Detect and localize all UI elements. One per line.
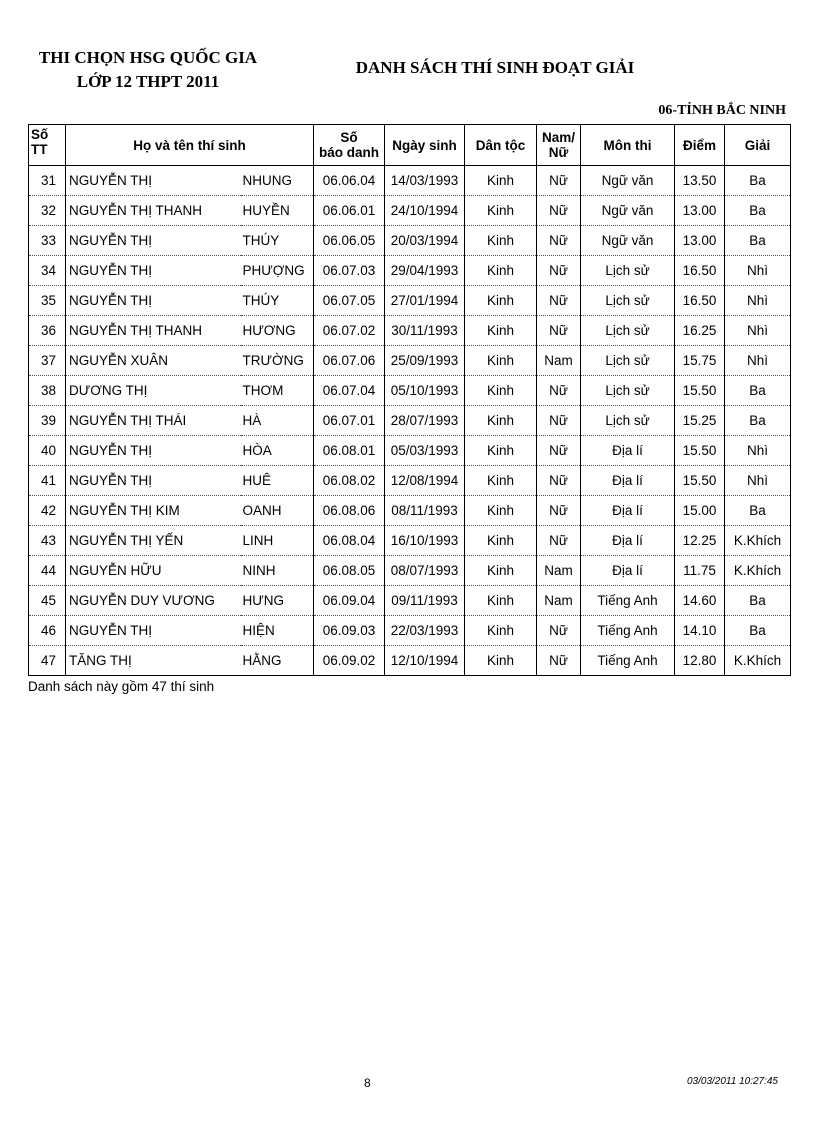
- cell-subject: Ngữ văn: [581, 226, 675, 256]
- cell-dob: 25/09/1993: [385, 346, 465, 376]
- total-note: Danh sách này gồm 47 thí sinh: [28, 679, 215, 694]
- cell-ethnic: Kinh: [465, 556, 537, 586]
- cell-ethnic: Kinh: [465, 406, 537, 436]
- cell-score: 15.50: [675, 466, 725, 496]
- cell-score: 16.25: [675, 316, 725, 346]
- cell-dob: 30/11/1993: [385, 316, 465, 346]
- cell-gender: Nữ: [537, 646, 581, 676]
- cell-gender: Nữ: [537, 526, 581, 556]
- cell-score: 13.00: [675, 226, 725, 256]
- cell-prize: Nhì: [725, 346, 791, 376]
- cell-gender: Nữ: [537, 466, 581, 496]
- table-row: [29, 616, 791, 646]
- cell-score: 15.75: [675, 346, 725, 376]
- col-header-ethnic: Dân tộc: [465, 125, 537, 166]
- table-body: [29, 166, 791, 676]
- cell-gender: Nữ: [537, 496, 581, 526]
- cell-stt: 38: [29, 376, 66, 406]
- cell-given-name: NHUNG: [241, 166, 314, 196]
- cell-gender: Nam: [537, 586, 581, 616]
- cell-sbd: 06.08.01: [314, 436, 385, 466]
- cell-name: DƯƠNG THỊ: [66, 376, 241, 406]
- cell-sbd: 06.07.02: [314, 316, 385, 346]
- cell-given-name: OANH: [241, 496, 314, 526]
- table-row: [29, 496, 791, 526]
- cell-subject: Lịch sử: [581, 256, 675, 286]
- table-row: [29, 316, 791, 346]
- cell-sbd: 06.08.04: [314, 526, 385, 556]
- cell-given-name: THƠM: [241, 376, 314, 406]
- cell-dob: 12/10/1994: [385, 646, 465, 676]
- cell-score: 15.50: [675, 376, 725, 406]
- table-row: [29, 466, 791, 496]
- cell-sbd: 06.08.05: [314, 556, 385, 586]
- cell-sbd: 06.09.04: [314, 586, 385, 616]
- cell-sbd: 06.06.01: [314, 196, 385, 226]
- cell-stt: 33: [29, 226, 66, 256]
- cell-subject: Địa lí: [581, 526, 675, 556]
- col-header-sbd-line1: Số: [340, 130, 358, 145]
- cell-prize: Ba: [725, 586, 791, 616]
- cell-subject: Ngữ văn: [581, 196, 675, 226]
- cell-prize: Nhì: [725, 286, 791, 316]
- cell-sbd: 06.09.03: [314, 616, 385, 646]
- print-timestamp: 03/03/2011 10:27:45: [686, 1076, 778, 1087]
- cell-sbd: 06.08.02: [314, 466, 385, 496]
- cell-given-name: HÒA: [241, 436, 314, 466]
- winners-table: [28, 124, 791, 676]
- cell-stt: 41: [29, 466, 66, 496]
- cell-score: 14.60: [675, 586, 725, 616]
- cell-stt: 46: [29, 616, 66, 646]
- table-row: [29, 376, 791, 406]
- cell-prize: Ba: [725, 196, 791, 226]
- page-number: 8: [364, 1076, 371, 1090]
- table-row: [29, 286, 791, 316]
- cell-given-name: HUÊ: [241, 466, 314, 496]
- cell-sbd: 06.07.06: [314, 346, 385, 376]
- cell-score: 11.75: [675, 556, 725, 586]
- cell-gender: Nữ: [537, 316, 581, 346]
- cell-stt: 39: [29, 406, 66, 436]
- cell-dob: 20/03/1994: [385, 226, 465, 256]
- cell-stt: 45: [29, 586, 66, 616]
- col-header-score: Điểm: [675, 125, 725, 166]
- cell-score: 14.10: [675, 616, 725, 646]
- cell-subject: Lịch sử: [581, 376, 675, 406]
- col-header-prize: Giải: [725, 125, 791, 166]
- cell-prize: K.Khích: [725, 556, 791, 586]
- cell-prize: Nhì: [725, 316, 791, 346]
- cell-dob: 05/03/1993: [385, 436, 465, 466]
- cell-stt: 42: [29, 496, 66, 526]
- cell-name: NGUYỄN DUY VƯƠNG: [66, 586, 241, 616]
- cell-sbd: 06.06.04: [314, 166, 385, 196]
- col-header-sbd-line2: báo danh: [319, 145, 380, 160]
- cell-gender: Nữ: [537, 376, 581, 406]
- exam-title-block: [28, 46, 268, 94]
- cell-sbd: 06.08.06: [314, 496, 385, 526]
- cell-gender: Nữ: [537, 166, 581, 196]
- table-row: [29, 646, 791, 676]
- cell-sbd: 06.07.01: [314, 406, 385, 436]
- cell-ethnic: Kinh: [465, 346, 537, 376]
- cell-given-name: PHƯỢNG: [241, 256, 314, 286]
- cell-name: NGUYỄN HỮU: [66, 556, 241, 586]
- col-header-gender-line1: Nam/: [542, 130, 576, 145]
- cell-subject: Địa lí: [581, 436, 675, 466]
- col-header-sbd: [314, 125, 385, 166]
- cell-subject: Tiếng Anh: [581, 616, 675, 646]
- cell-given-name: HIỆN: [241, 616, 314, 646]
- cell-sbd: 06.09.02: [314, 646, 385, 676]
- cell-subject: Địa lí: [581, 466, 675, 496]
- cell-ethnic: Kinh: [465, 196, 537, 226]
- col-header-stt: Số TT: [29, 125, 66, 166]
- cell-ethnic: Kinh: [465, 646, 537, 676]
- cell-gender: Nữ: [537, 226, 581, 256]
- cell-ethnic: Kinh: [465, 526, 537, 556]
- cell-ethnic: Kinh: [465, 286, 537, 316]
- table-row: [29, 166, 791, 196]
- table-row: [29, 586, 791, 616]
- cell-sbd: 06.06.05: [314, 226, 385, 256]
- table-row: [29, 436, 791, 466]
- cell-prize: Ba: [725, 406, 791, 436]
- cell-given-name: HẰNG: [241, 646, 314, 676]
- table-row: [29, 556, 791, 586]
- cell-subject: Lịch sử: [581, 286, 675, 316]
- cell-prize: Nhì: [725, 436, 791, 466]
- cell-score: 15.25: [675, 406, 725, 436]
- cell-stt: 40: [29, 436, 66, 466]
- cell-subject: Lịch sử: [581, 406, 675, 436]
- cell-dob: 24/10/1994: [385, 196, 465, 226]
- cell-ethnic: Kinh: [465, 436, 537, 466]
- cell-prize: Nhì: [725, 466, 791, 496]
- cell-stt: 36: [29, 316, 66, 346]
- cell-name: NGUYỄN THỊ: [66, 436, 241, 466]
- cell-name: NGUYỄN THỊ: [66, 286, 241, 316]
- cell-name: TĂNG THỊ: [66, 646, 241, 676]
- cell-dob: 16/10/1993: [385, 526, 465, 556]
- cell-name: NGUYỄN THỊ KIM: [66, 496, 241, 526]
- cell-given-name: THÚY: [241, 226, 314, 256]
- cell-dob: 08/07/1993: [385, 556, 465, 586]
- col-header-gender-line2: Nữ: [548, 145, 569, 160]
- cell-sbd: 06.07.04: [314, 376, 385, 406]
- cell-sbd: 06.07.05: [314, 286, 385, 316]
- exam-title-line1: THI CHỌN HSG QUỐC GIA: [38, 48, 258, 67]
- cell-score: 13.00: [675, 196, 725, 226]
- cell-gender: Nữ: [537, 256, 581, 286]
- cell-ethnic: Kinh: [465, 166, 537, 196]
- cell-given-name: NINH: [241, 556, 314, 586]
- cell-ethnic: Kinh: [465, 586, 537, 616]
- cell-dob: 29/04/1993: [385, 256, 465, 286]
- cell-ethnic: Kinh: [465, 376, 537, 406]
- cell-score: 15.00: [675, 496, 725, 526]
- table-row: [29, 346, 791, 376]
- cell-stt: 44: [29, 556, 66, 586]
- cell-stt: 35: [29, 286, 66, 316]
- cell-prize: Ba: [725, 616, 791, 646]
- cell-dob: 09/11/1993: [385, 586, 465, 616]
- cell-dob: 05/10/1993: [385, 376, 465, 406]
- cell-prize: Ba: [725, 496, 791, 526]
- cell-subject: Lịch sử: [581, 346, 675, 376]
- cell-prize: Ba: [725, 376, 791, 406]
- cell-ethnic: Kinh: [465, 616, 537, 646]
- cell-name: NGUYỄN THỊ THÁI: [66, 406, 241, 436]
- cell-ethnic: Kinh: [465, 496, 537, 526]
- cell-dob: 22/03/1993: [385, 616, 465, 646]
- cell-ethnic: Kinh: [465, 226, 537, 256]
- table-row: [29, 226, 791, 256]
- cell-subject: Địa lí: [581, 556, 675, 586]
- cell-dob: 28/07/1993: [385, 406, 465, 436]
- cell-ethnic: Kinh: [465, 466, 537, 496]
- cell-gender: Nữ: [537, 406, 581, 436]
- cell-score: 12.25: [675, 526, 725, 556]
- cell-gender: Nữ: [537, 196, 581, 226]
- province-label: 06-TỈNH BẮC NINH: [658, 103, 786, 118]
- col-header-subject: Môn thi: [581, 125, 675, 166]
- cell-prize: Ba: [725, 226, 791, 256]
- cell-ethnic: Kinh: [465, 316, 537, 346]
- cell-name: NGUYỄN THỊ YẾN: [66, 526, 241, 556]
- cell-stt: 32: [29, 196, 66, 226]
- table-row: [29, 406, 791, 436]
- table-row: [29, 196, 791, 226]
- cell-gender: Nam: [537, 346, 581, 376]
- cell-stt: 37: [29, 346, 66, 376]
- cell-given-name: HƯƠNG: [241, 316, 314, 346]
- cell-name: NGUYỄN THỊ: [66, 166, 241, 196]
- cell-dob: 08/11/1993: [385, 496, 465, 526]
- cell-dob: 14/03/1993: [385, 166, 465, 196]
- cell-stt: 31: [29, 166, 66, 196]
- col-header-name: Họ và tên thí sinh: [66, 125, 314, 166]
- cell-subject: Ngữ văn: [581, 166, 675, 196]
- cell-name: NGUYỄN THỊ: [66, 256, 241, 286]
- page-title: DANH SÁCH THÍ SINH ĐOẠT GIẢI: [355, 58, 635, 77]
- cell-prize: K.Khích: [725, 526, 791, 556]
- cell-prize: K.Khích: [725, 646, 791, 676]
- cell-gender: Nữ: [537, 286, 581, 316]
- cell-subject: Lịch sử: [581, 316, 675, 346]
- cell-dob: 27/01/1994: [385, 286, 465, 316]
- cell-subject: Tiếng Anh: [581, 586, 675, 616]
- cell-given-name: HUYỀN: [241, 196, 314, 226]
- cell-gender: Nữ: [537, 436, 581, 466]
- cell-stt: 34: [29, 256, 66, 286]
- cell-name: NGUYỄN XUÂN: [66, 346, 241, 376]
- cell-score: 16.50: [675, 256, 725, 286]
- cell-stt: 43: [29, 526, 66, 556]
- cell-dob: 12/08/1994: [385, 466, 465, 496]
- cell-given-name: HÀ: [241, 406, 314, 436]
- cell-score: 16.50: [675, 286, 725, 316]
- cell-score: 15.50: [675, 436, 725, 466]
- cell-given-name: LINH: [241, 526, 314, 556]
- cell-ethnic: Kinh: [465, 256, 537, 286]
- cell-sbd: 06.07.03: [314, 256, 385, 286]
- col-header-gender: [537, 125, 581, 166]
- table-header: [29, 125, 791, 166]
- cell-gender: Nữ: [537, 616, 581, 646]
- cell-name: NGUYỄN THỊ: [66, 466, 241, 496]
- table-row: [29, 526, 791, 556]
- cell-gender: Nam: [537, 556, 581, 586]
- table-row: [29, 256, 791, 286]
- cell-prize: Ba: [725, 166, 791, 196]
- cell-name: NGUYỄN THỊ: [66, 226, 241, 256]
- cell-name: NGUYỄN THỊ: [66, 616, 241, 646]
- cell-given-name: TRƯỜNG: [241, 346, 314, 376]
- cell-given-name: THÚY: [241, 286, 314, 316]
- cell-subject: Địa lí: [581, 496, 675, 526]
- cell-score: 13.50: [675, 166, 725, 196]
- col-header-dob: Ngày sinh: [385, 125, 465, 166]
- cell-given-name: HƯNG: [241, 586, 314, 616]
- cell-prize: Nhì: [725, 256, 791, 286]
- cell-name: NGUYỄN THỊ THANH: [66, 196, 241, 226]
- cell-subject: Tiếng Anh: [581, 646, 675, 676]
- cell-score: 12.80: [675, 646, 725, 676]
- cell-name: NGUYỄN THỊ THANH: [66, 316, 241, 346]
- exam-title-line2: LỚP 12 THPT 2011: [76, 72, 220, 91]
- cell-stt: 47: [29, 646, 66, 676]
